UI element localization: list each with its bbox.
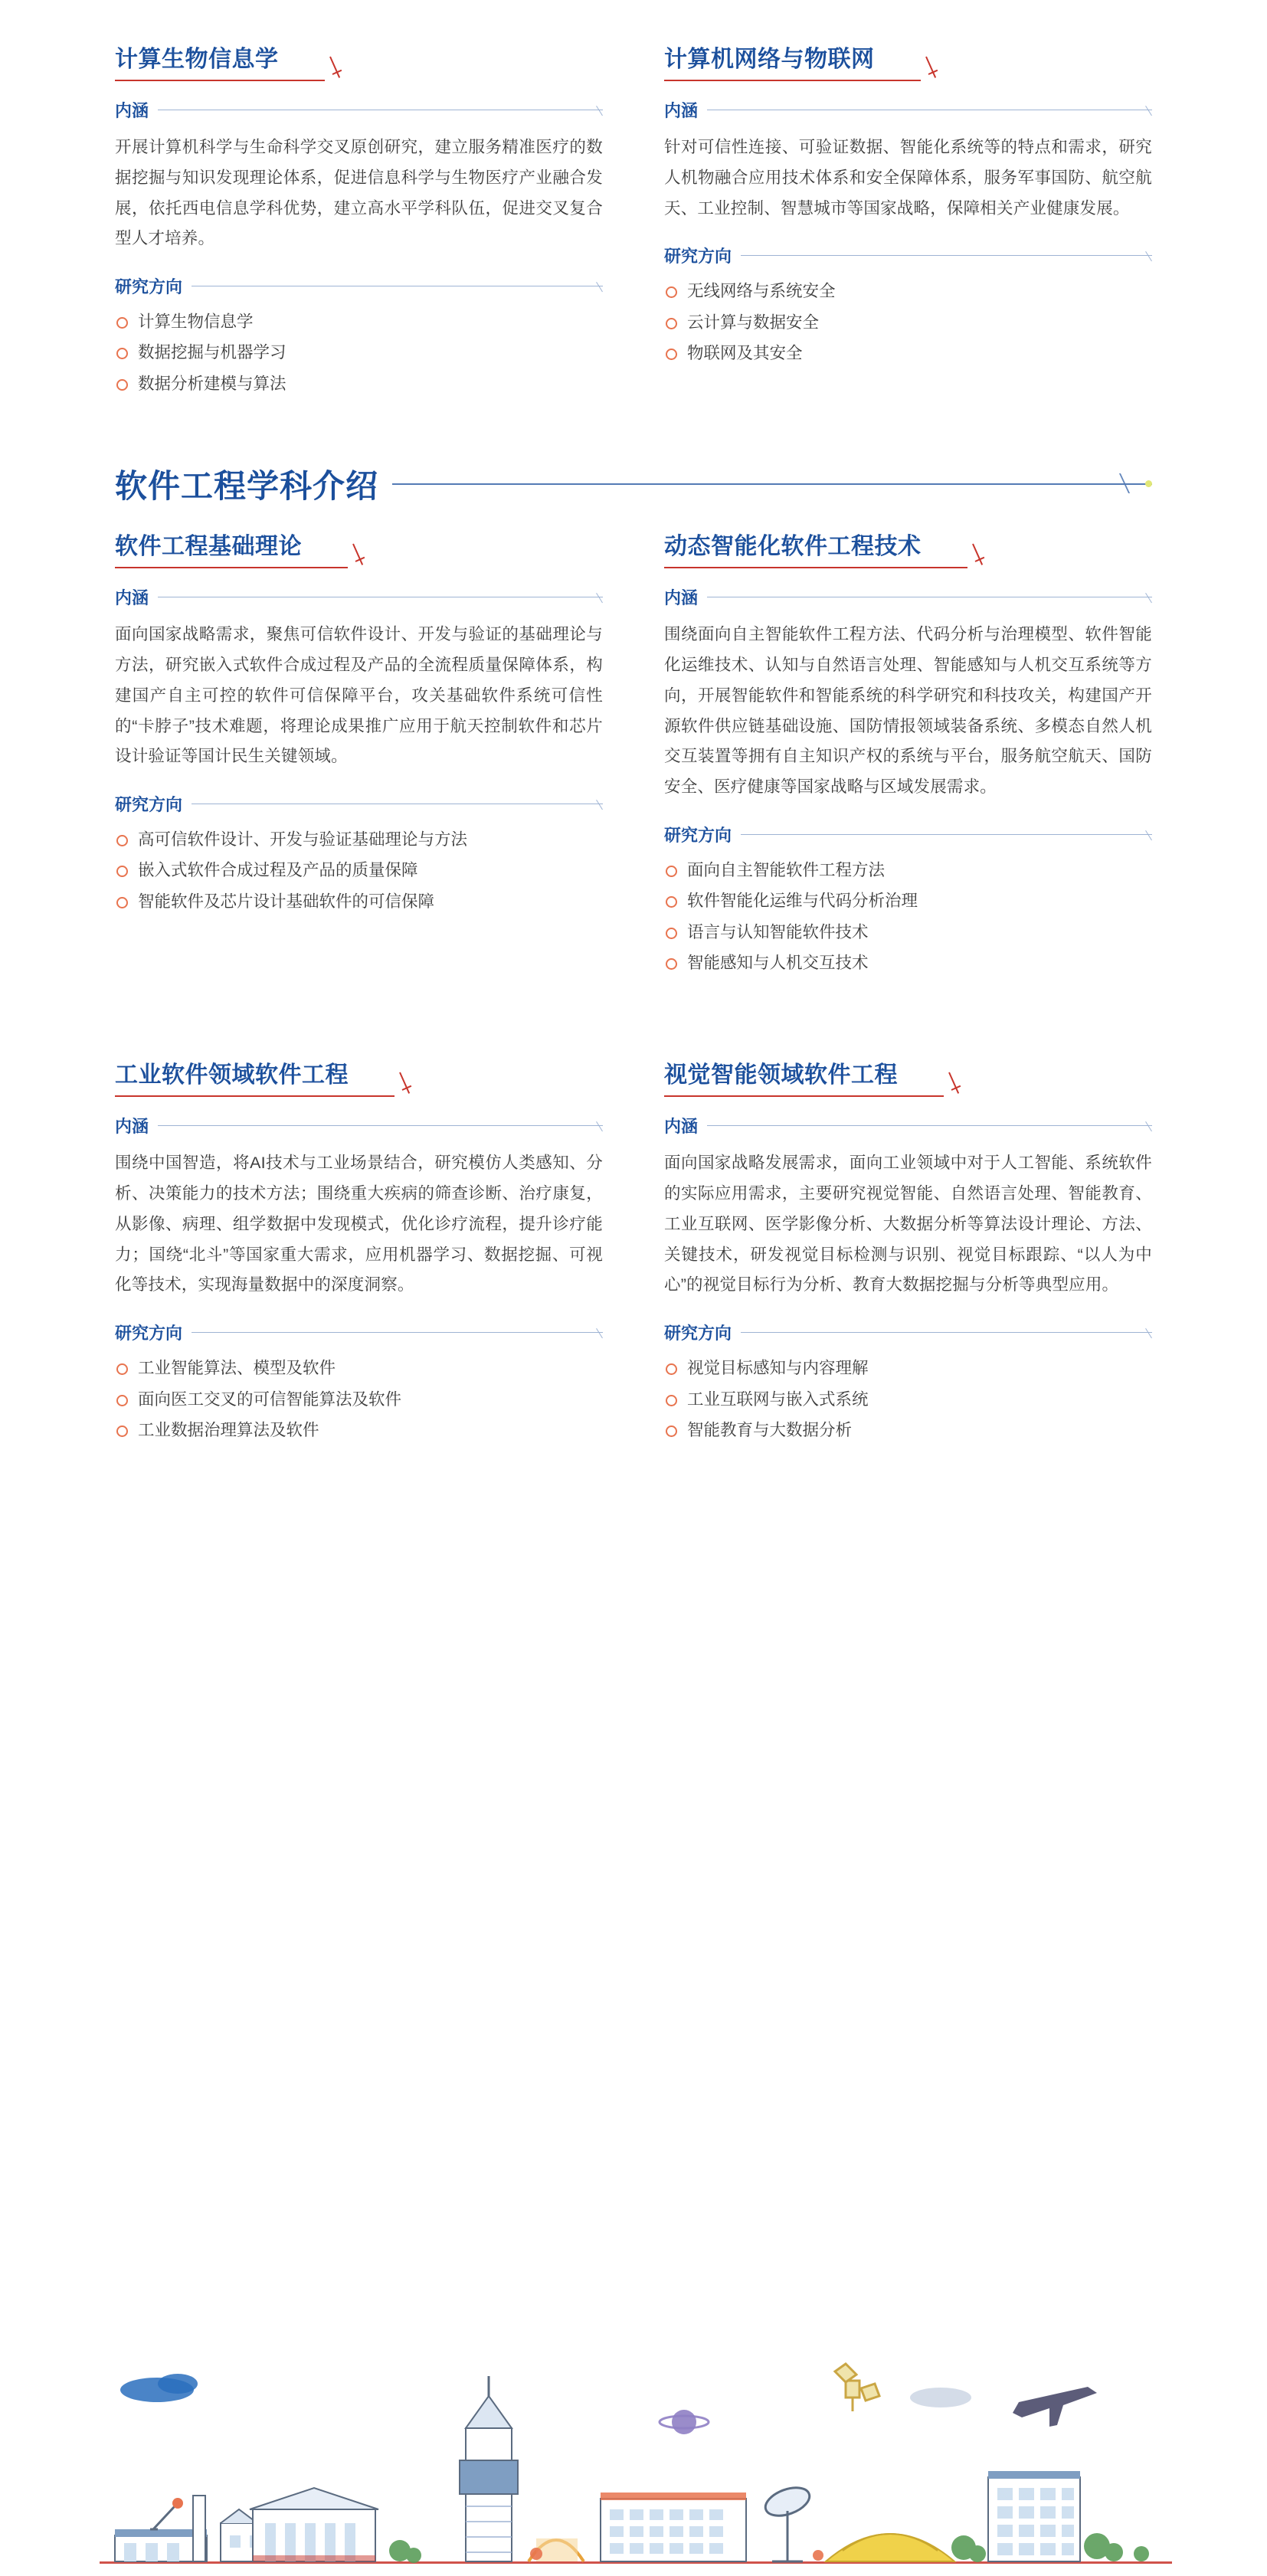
list-item: 无线网络与系统安全 — [664, 278, 1152, 304]
arrow-down-icon — [969, 545, 992, 568]
title-underline — [875, 74, 921, 81]
subhead-label: 研究方向 — [664, 1324, 732, 1344]
card-title: 动态智能化软件工程技术 — [664, 527, 922, 568]
column-left — [115, 1056, 603, 1448]
heading-rule — [392, 483, 1152, 485]
subhead-label: 内涵 — [115, 1117, 149, 1137]
section-heading — [115, 461, 1152, 507]
card-bioinformatics — [115, 40, 603, 397]
subhead-label: 研究方向 — [115, 277, 183, 297]
subhead-rule — [741, 834, 1152, 835]
subhead-directions — [115, 792, 603, 816]
directions-list — [115, 826, 603, 915]
card-title: 软件工程基础理论 — [115, 527, 302, 568]
connotation-text: 开展计算机科学与生命科学交叉原创研究，建立服务精准医疗的数据挖掘与知识发现理论体系，促进信息科学与生物医疗产业融合发展，依托西电信息学科优势，建立高水平学科队伍，促进交叉复合型人才培养。 — [115, 138, 603, 248]
list-item: 物联网及其安全 — [664, 340, 1152, 366]
title-underline — [302, 561, 348, 568]
list-item: 工业智能算法、模型及软件 — [115, 1355, 603, 1381]
directions-list — [664, 857, 1152, 977]
title-underline — [279, 74, 325, 81]
list-item: 数据分析建模与算法 — [115, 371, 603, 397]
connotation-text: 针对可信性连接、可验证数据、智能化系统等的特点和需求，研究人机物融合应用技术体系和安全保障体系，服务军事国防、航空航天、工业控制、智慧城市等国家战略，保障相关产业健康发展。 — [664, 138, 1152, 218]
connotation-text: 围绕面向自主智能软件工程方法、代码分析与治理模型、软件智能化运维技术、认知与自然语言处理、智能感知与人机交互系统等方向，开展智能软件和智能系统的科学研究和科技攻关，构建国产开源软件供应链基础设施、国防情报领域装备系统、多模态自然人机交互装置等拥有自主知识产权的系统与平台，服务航空航天、国防安全、医疗健康等国家战略与区域发展需求。 — [664, 625, 1152, 797]
card-se-basic-theory — [115, 527, 603, 915]
arrow-down-icon — [396, 1074, 419, 1097]
directions-list — [115, 309, 603, 397]
title-underline — [898, 1089, 944, 1097]
cards-row-2 — [115, 527, 1152, 980]
card-title-row — [115, 40, 603, 81]
directions-list — [664, 278, 1152, 366]
list-item: 数据挖掘与机器学习 — [115, 339, 603, 365]
cards-row-3 — [115, 1056, 1152, 1448]
card-title-row — [115, 527, 603, 568]
card-title-row — [115, 1056, 603, 1097]
subhead-rule — [707, 1125, 1152, 1126]
subhead-label: 内涵 — [115, 588, 149, 608]
arrow-down-icon — [326, 58, 349, 81]
subhead-connotation — [115, 585, 603, 609]
subhead-rule — [158, 1125, 603, 1126]
subhead-rule — [741, 255, 1152, 256]
connotation-text: 面向国家战略需求，聚焦可信软件设计、开发与验证的基础理论与方法，研究嵌入式软件合成过程及产品的全流程质量保障体系，构建国产自主可控的软件可信保障平台，攻关基础软件系统可信性的“卡脖子”技术难题，将理论成果推广应用于航天控制软件和芯片设计验证等国计民生关键领域。 — [115, 625, 603, 766]
column-left — [115, 40, 603, 401]
subhead-label: 研究方向 — [115, 1324, 183, 1344]
subhead-directions — [664, 1321, 1152, 1344]
list-item: 工业互联网与嵌入式系统 — [664, 1386, 1152, 1412]
subhead-label: 内涵 — [664, 1117, 699, 1137]
card-visual-intelligence — [664, 1056, 1152, 1443]
list-item: 计算生物信息学 — [115, 309, 603, 335]
directions-list — [664, 1355, 1152, 1443]
cards-row-1 — [115, 40, 1152, 401]
card-title-row — [664, 527, 1152, 568]
title-underline — [922, 561, 967, 568]
card-industrial-software — [115, 1056, 603, 1443]
arrow-down-icon — [945, 1074, 968, 1097]
card-dynamic-intelligent-se — [664, 527, 1152, 976]
title-underline — [349, 1089, 395, 1097]
card-title-row — [664, 1056, 1152, 1097]
subhead-label: 研究方向 — [664, 825, 732, 845]
list-item: 智能教育与大数据分析 — [664, 1417, 1152, 1443]
list-item: 面向医工交叉的可信智能算法及软件 — [115, 1386, 603, 1412]
list-item: 智能感知与人机交互技术 — [664, 950, 1152, 976]
list-item: 嵌入式软件合成过程及产品的质量保障 — [115, 857, 603, 883]
subhead-label: 研究方向 — [115, 795, 183, 815]
subhead-connotation — [664, 1114, 1152, 1137]
column-right — [664, 527, 1152, 980]
card-title: 工业软件领域软件工程 — [115, 1056, 349, 1097]
list-item: 语言与认知智能软件技术 — [664, 919, 1152, 945]
subhead-directions — [664, 244, 1152, 267]
list-item: 视觉目标感知与内容理解 — [664, 1355, 1152, 1381]
list-item: 高可信软件设计、开发与验证基础理论与方法 — [115, 826, 603, 853]
list-item: 面向自主智能软件工程方法 — [664, 857, 1152, 883]
subhead-connotation — [664, 98, 1152, 122]
subhead-connotation — [115, 98, 603, 122]
subhead-directions — [664, 823, 1152, 846]
directions-list — [115, 1355, 603, 1443]
subhead-label: 内涵 — [115, 101, 149, 120]
card-title: 计算机网络与物联网 — [664, 40, 875, 81]
subhead-directions — [115, 1321, 603, 1344]
list-item: 软件智能化运维与代码分析治理 — [664, 888, 1152, 914]
subhead-label: 研究方向 — [664, 247, 732, 267]
column-right — [664, 1056, 1152, 1448]
city-skyline-illustration — [0, 2342, 1267, 2572]
arrow-down-icon — [922, 58, 945, 81]
column-right — [664, 40, 1152, 401]
subhead-label: 内涵 — [664, 101, 699, 120]
card-title: 视觉智能领域软件工程 — [664, 1056, 898, 1097]
connotation-text: 面向国家战略发展需求，面向工业领域中对于人工智能、系统软件的实际应用需求，主要研究视觉智能、自然语言处理、智能教育、工业互联网、医学影像分析、大数据分析等算法设计理论、方法、关键技术，研发视觉目标检测与识别、视觉目标跟踪、“以人为中心”的视觉目标行为分析、教育大数据挖掘与分析等典型应用。 — [664, 1154, 1152, 1295]
list-item: 云计算与数据安全 — [664, 309, 1152, 336]
connotation-text: 围绕中国智造，将AI技术与工业场景结合，研究模仿人类感知、分析、决策能力的技术方法；围绕重大疾病的筛查诊断、治疗康复，从影像、病理、组学数据中发现模式，优化诊疗流程，提升诊疗能力；国绕“北斗”等国家重大需求，应用机器学习、数据挖掘、可视化等技术，实现海量数据中的深度洞察。 — [115, 1154, 603, 1295]
card-network-iot — [664, 40, 1152, 366]
subhead-directions — [115, 274, 603, 298]
arrow-down-icon — [349, 545, 372, 568]
subhead-connotation — [115, 1114, 603, 1137]
page-title: 软件工程学科介绍 — [115, 468, 379, 505]
list-item: 工业数据治理算法及软件 — [115, 1417, 603, 1443]
subhead-connotation — [664, 585, 1152, 609]
subhead-label: 内涵 — [664, 588, 699, 608]
card-title-row — [664, 40, 1152, 81]
card-title: 计算生物信息学 — [115, 40, 279, 81]
column-left — [115, 527, 603, 980]
subhead-rule — [192, 1332, 603, 1333]
subhead-rule — [741, 1332, 1152, 1333]
list-item: 智能软件及芯片设计基础软件的可信保障 — [115, 889, 603, 915]
